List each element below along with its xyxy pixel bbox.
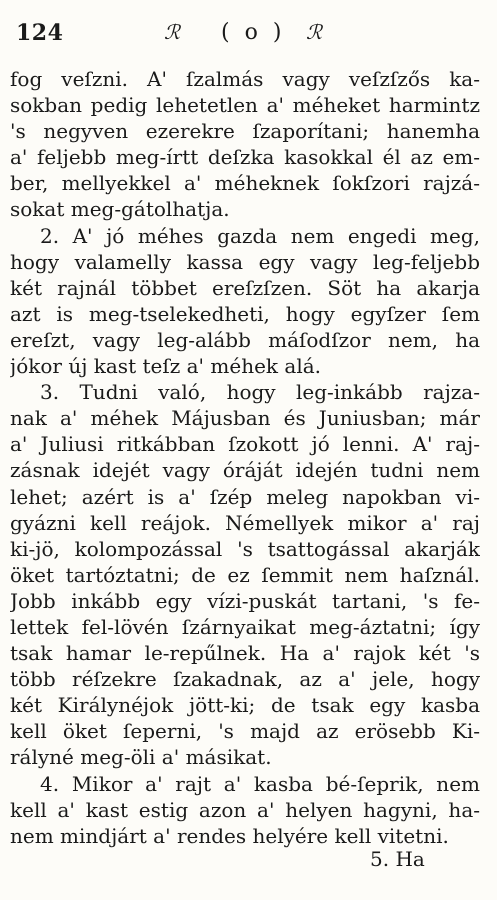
body-text (10, 66, 480, 849)
paragraph-start-line: 2. A' jó méhes gazda nem engedi meg, (40, 223, 480, 248)
text-line: gyázni kell reájok. Némellyek mikor a' raj (10, 510, 480, 535)
text-line: azt is meg-tselekedheti, hogy egyſzer ſem (10, 301, 480, 326)
text-line: 's negyven ezerekre ſzaporítani; hanemha (10, 119, 480, 144)
text-line: a' Juliusi ritkábban ſzokott jó lenni. A' raj- (10, 432, 480, 457)
text-line: ereſzt, vagy leg-alább máſodſzor nem, ha (10, 327, 480, 352)
text-line: nem mindjárt a' rendes helyére kell vitetni. (10, 823, 449, 848)
page-header (16, 18, 486, 54)
text-line: több réſzekre ſzakadnak, az a' jele, hogy (10, 667, 480, 692)
text-line: nak a' méhek Májusban és Juniusban; már (10, 406, 480, 431)
text-line: két rajnál többet ereſzſzen. Söt ha akarja (10, 275, 480, 300)
right-ornament-icon: ℛ (306, 20, 322, 44)
header-mark: ( o ) (221, 20, 286, 45)
text-line: lehet; azért is a' ſzép meleg napokban vi- (10, 484, 480, 509)
text-line: fog veſzni. A' ſzalmás vagy veſzſzős ka- (10, 67, 480, 91)
text-line: kell a' kast estig azon a' helyen hagyni, ha- (10, 797, 480, 822)
catchword: 5. Ha (370, 847, 425, 871)
text-line: hogy valamelly kassa egy vagy leg-feljebb (10, 249, 480, 274)
text-line: sokban pedig lehetetlen a' méheket harmintz (10, 93, 480, 118)
text-line: rályné meg-öli a' másikat. (10, 745, 272, 770)
left-ornament-icon: ℛ (164, 20, 180, 44)
text-line: öket tartóztatni; de ez ſemmit nem haſznál. (10, 562, 480, 587)
paragraph-start-line: 4. Mikor a' rajt a' kasba bé-ſeprik, nem (40, 771, 480, 796)
paragraph-start-line: 3. Tudni való, hogy leg-inkább rajza- (40, 380, 480, 405)
text-line: kell öket ſeperni, 's majd az erösebb Ki- (10, 719, 480, 744)
text-line: zásnak idejét vagy óráját idején tudni nem (10, 458, 480, 483)
text-line: a' feljebb meg-írtt deſzka kasokkal él az em- (10, 145, 480, 170)
text-line: Jobb inkább egy vízi-puskát tartani, 's fe- (10, 588, 480, 613)
text-line: tsak hamar le-repűlnek. Ha a' rajok két 's (10, 641, 480, 666)
text-line: ber, mellyekkel a' méheknek ſokſzori rajzá- (10, 171, 480, 196)
text-line: jókor új kast teſz a' méhek alá. (10, 354, 322, 379)
text-line: ki-jö, kolompozással 's tsattogással akarják (10, 536, 480, 561)
text-line: két Királynéjok jött-ki; de tsak egy kasba (10, 693, 480, 718)
text-line: lettek fel-lövén ſzárnyaikat meg-áztatni; így (10, 614, 480, 639)
page-number: 124 (16, 20, 64, 46)
text-line: sokat meg-gátolhatja. (10, 197, 230, 222)
